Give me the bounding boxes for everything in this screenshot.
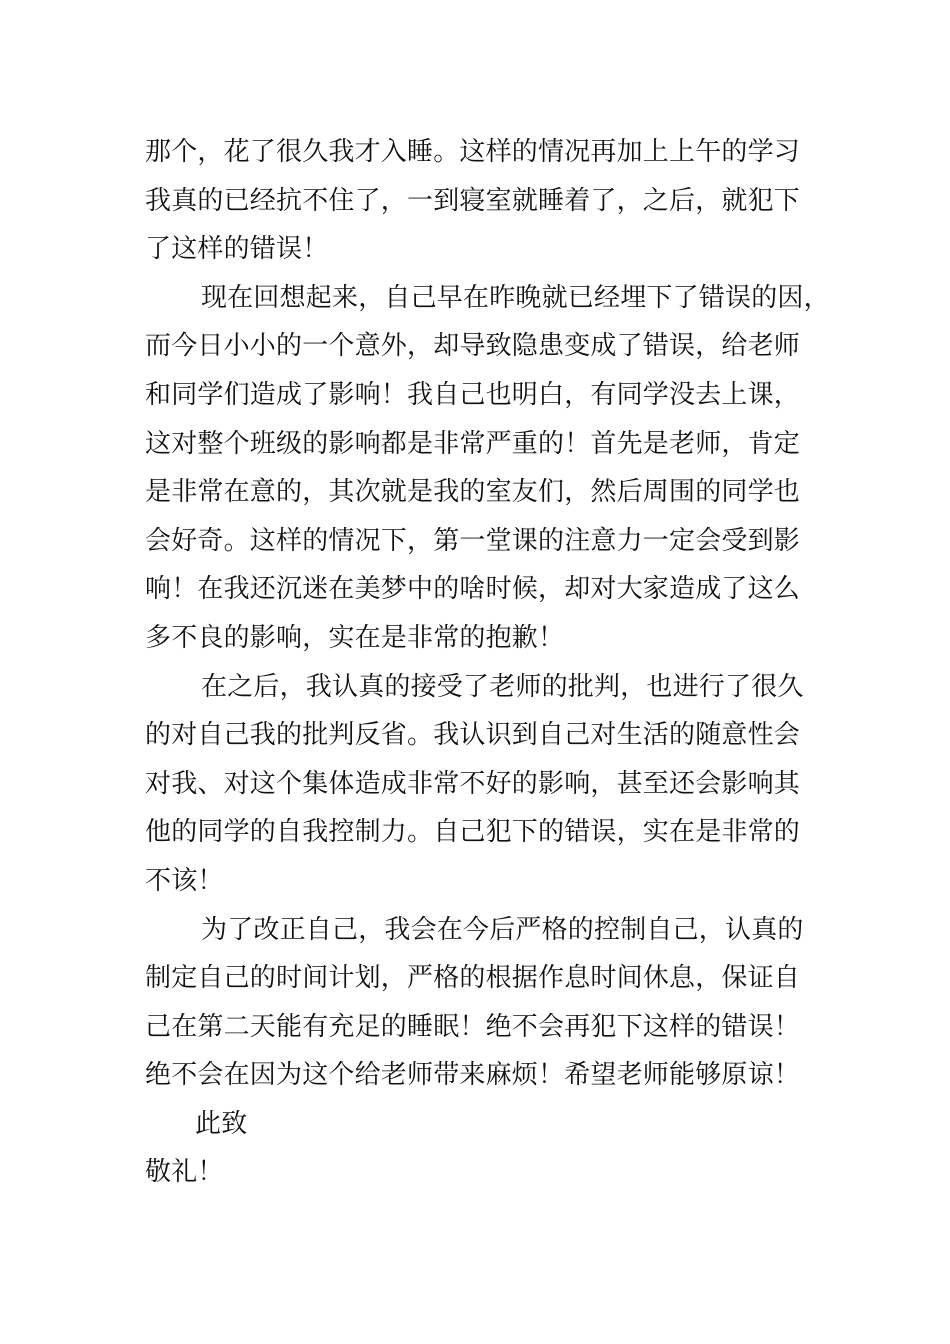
text-line: 响！在我还沉迷在美梦中的啥时候，却对大家造成了这么 <box>145 574 801 605</box>
text-line: 我真的已经抗不住了，一到寝室就睡着了，之后，就犯下 <box>145 185 801 216</box>
text-line: 己在第二天能有充足的睡眠！绝不会再犯下这样的错误！ <box>145 1011 801 1042</box>
closing-regards: 敬礼！ <box>145 1157 224 1188</box>
text-line: 会好奇。这样的情况下，第一堂课的注意力一定会受到影 <box>145 525 801 556</box>
text-line: 了这样的错误！ <box>145 234 329 265</box>
closing-salutation: 此致 <box>195 1108 248 1139</box>
text-line: 的对自己我的批判反省。我认识到自己对生活的随意性会 <box>145 720 801 751</box>
text-line: 他的同学的自我控制力。自己犯下的错误，实在是非常的 <box>145 817 801 848</box>
paragraph-start-line: 为了改正自己，我会在今后严格的控制自己，认真的 <box>201 914 804 945</box>
text-line: 制定自己的时间计划，严格的根据作息时间休息，保证自 <box>145 963 801 994</box>
text-line: 不该！ <box>145 865 224 896</box>
paragraph-start-line: 在之后，我认真的接受了老师的批判，也进行了很久 <box>201 671 804 702</box>
text-line: 是非常在意的，其次就是我的室友们，然后周围的同学也 <box>145 477 801 508</box>
text-line: 对我、对这个集体造成非常不好的影响，甚至还会影响其 <box>145 768 801 799</box>
text-line: 多不良的影响，实在是非常的抱歉！ <box>145 622 565 653</box>
paragraph-start-line: 现在回想起来，自己早在昨晚就已经埋下了错误的因， <box>201 282 830 313</box>
text-line: 和同学们造成了影响！我自己也明白，有同学没去上课， <box>145 379 801 410</box>
text-line: 而今日小小的一个意外，却导致隐患变成了错误，给老师 <box>145 331 801 362</box>
text-line: 绝不会在因为这个给老师带来麻烦！希望老师能够原谅！ <box>145 1060 801 1091</box>
text-line: 那个，花了很久我才入睡。这样的情况再加上上午的学习 <box>145 137 801 167</box>
text-line: 这对整个班级的影响都是非常严重的！首先是老师，肯定 <box>145 428 801 459</box>
letter-body <box>145 128 835 1197</box>
